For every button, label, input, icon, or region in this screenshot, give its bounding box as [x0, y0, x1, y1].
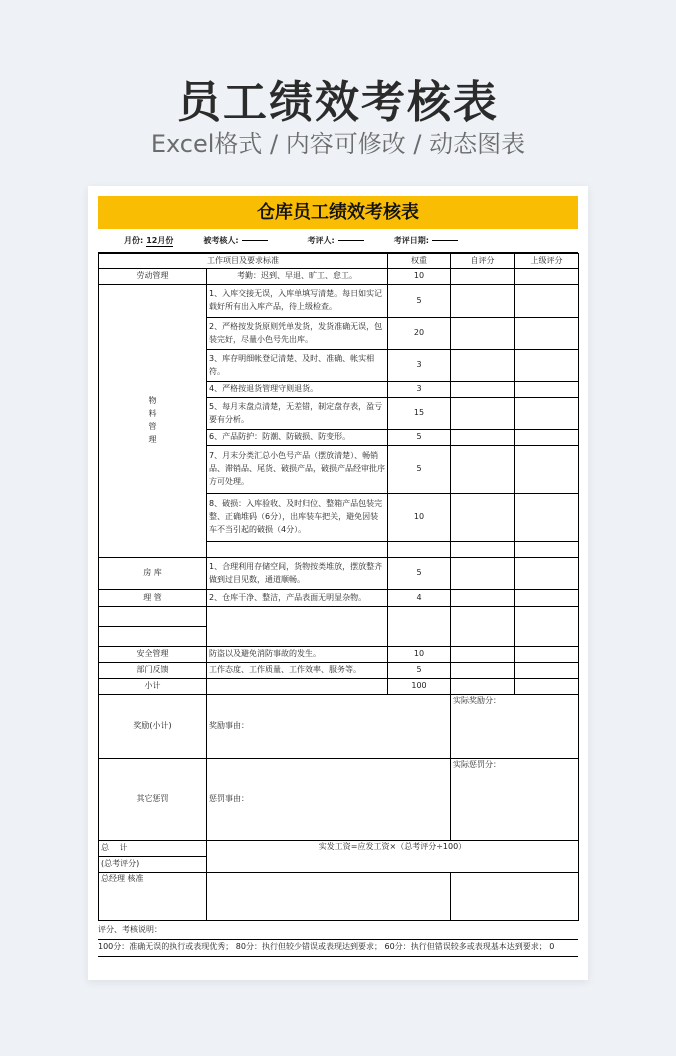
desc-cell[interactable]: [207, 607, 388, 647]
superior-score-cell[interactable]: [515, 382, 579, 398]
weight-cell: 10: [388, 494, 451, 542]
page-title: 员工绩效考核表: [177, 77, 499, 128]
desc-cell: 3、库存明细帐登记清楚、及时、准确、帐实相符。: [207, 350, 388, 382]
superior-score-cell[interactable]: [515, 318, 579, 350]
weight-cell: 3: [388, 382, 451, 398]
desc-cell: 2、严格按发货原则凭单发货，发货准确无误，包装完好，尽量小色号先出库。: [207, 318, 388, 350]
spreadsheet: [98, 196, 578, 957]
desc-cell: 8、破损：入库验收、及时归位、整箱产品包装完整、正确堆码（6分），出库装车把关，避免因装车不当引起的破损（4分）。: [207, 494, 388, 542]
desc-cell: [207, 679, 388, 695]
category-char: 管: [148, 422, 157, 431]
page-subtitle: Excel格式 / 内容可修改 / 动态图表: [150, 130, 526, 158]
approve-row: [99, 873, 579, 921]
header-row: [99, 254, 579, 269]
desc-cell: 6、产品防护：防潮、防破损、防变形。: [207, 430, 388, 446]
weight-cell: 10: [388, 269, 451, 285]
self-score-cell[interactable]: [451, 647, 515, 663]
table-row: [99, 663, 579, 679]
table-row: [99, 607, 579, 627]
table-row: [99, 558, 579, 590]
weight-cell[interactable]: [388, 607, 451, 647]
approve-signature[interactable]: [207, 873, 451, 921]
sheet-title: 仓库员工绩效考核表: [98, 196, 578, 229]
desc-cell: 1、入库交接无误，入库单填写清楚。每日如实记载好所有出入库产品，待上级检查。: [207, 285, 388, 318]
category-cell: 房 库: [99, 558, 207, 590]
superior-score-cell[interactable]: [515, 558, 579, 590]
category-char: 料: [148, 409, 157, 419]
reward-label: 奖励(小计): [99, 695, 207, 759]
superior-score-cell[interactable]: [515, 542, 579, 558]
weight-cell: 5: [388, 663, 451, 679]
meta-row: [98, 229, 578, 253]
superior-score-cell[interactable]: [515, 350, 579, 382]
superior-score-cell[interactable]: [515, 269, 579, 285]
category-material: [99, 285, 207, 558]
self-score-cell[interactable]: [451, 398, 515, 430]
self-score-cell[interactable]: [451, 350, 515, 382]
desc-cell: 4、严格按退货管理守则退货。: [207, 382, 388, 398]
subtotal-weight: 100: [388, 679, 451, 695]
examinee-field[interactable]: [242, 240, 268, 241]
superior-score-cell[interactable]: [515, 285, 579, 318]
weight-cell: 3: [388, 350, 451, 382]
notes: [98, 923, 578, 957]
superior-score-cell[interactable]: [515, 430, 579, 446]
header-item: 工作项目及要求标准: [99, 254, 388, 269]
self-score-cell[interactable]: [451, 663, 515, 679]
penalty-label: 其它惩罚: [99, 759, 207, 841]
superior-score-cell[interactable]: [515, 590, 579, 607]
self-score-cell[interactable]: [451, 607, 515, 647]
superior-score-cell[interactable]: [515, 398, 579, 430]
evaluation-table: [98, 253, 579, 921]
subtotal-label: 小计: [99, 679, 207, 695]
salary-formula: 实发工资=应发工资×（总考评分÷100）: [207, 841, 579, 873]
approve-date[interactable]: [451, 873, 579, 921]
self-score-cell[interactable]: [451, 494, 515, 542]
self-score-cell[interactable]: [451, 542, 515, 558]
subtotal-row: [99, 679, 579, 695]
notes-line: 100分：准确无误的执行或表现优秀； 80分：执行但较少错误或表现达到要求； 60分：执行但错误较多或表现基本达到要求； 0: [98, 940, 578, 957]
weight-cell: 10: [388, 647, 451, 663]
weight-cell: 4: [388, 590, 451, 607]
self-score-cell[interactable]: [451, 285, 515, 318]
desc-cell: 防盗以及避免消防事故的发生。: [207, 647, 388, 663]
category-cell[interactable]: [99, 627, 207, 647]
header-superior: 上级评分: [515, 254, 579, 269]
superior-score-cell[interactable]: [515, 679, 579, 695]
weight-cell: 5: [388, 285, 451, 318]
category-char: 理: [148, 434, 157, 444]
category-cell: 部门反馈: [99, 663, 207, 679]
notes-heading: 评分、考核说明：: [98, 923, 578, 940]
approve-label: 总经理 核准: [99, 873, 207, 921]
desc-cell: 7、月末分类汇总小色号产品（摆放清楚）、畅销品、滞销品、尾货、破损产品，破损产品经审批序方可处理。: [207, 446, 388, 494]
total-label: 总 计: [99, 841, 207, 857]
header-self: 自评分: [451, 254, 515, 269]
month-label: 月份:: [124, 236, 144, 245]
weight-cell: 5: [388, 430, 451, 446]
desc-cell: 5、每月末盘点清楚，无差错，制定盘存表，盈亏要有分析。: [207, 398, 388, 430]
superior-score-cell[interactable]: [515, 494, 579, 542]
reward-reason[interactable]: 奖励事由：: [207, 695, 451, 759]
self-score-cell[interactable]: [451, 558, 515, 590]
header-weight: 权重: [388, 254, 451, 269]
self-score-cell[interactable]: [451, 269, 515, 285]
category-char: 物: [148, 396, 157, 406]
superior-score-cell[interactable]: [515, 647, 579, 663]
reward-row: [99, 695, 579, 759]
desc-cell[interactable]: [207, 542, 388, 558]
date-label: 考评日期:: [393, 236, 429, 245]
category-cell: 安全管理: [99, 647, 207, 663]
examiner-label: 考评人:: [307, 236, 335, 245]
total-row: [99, 841, 579, 857]
category-cell: 劳动管理: [99, 269, 207, 285]
desc-cell: 1、合理利用存储空间，货物按类堆放，摆放整齐做到过目见数，通道顺畅。: [207, 558, 388, 590]
month-value[interactable]: 12月份: [146, 235, 174, 245]
self-score-cell[interactable]: [451, 590, 515, 607]
examiner-field[interactable]: [338, 240, 364, 241]
date-field[interactable]: [432, 240, 458, 241]
penalty-reason[interactable]: 惩罚事由：: [207, 759, 451, 841]
superior-score-cell[interactable]: [515, 446, 579, 494]
self-score-cell[interactable]: [451, 430, 515, 446]
table-row: [99, 647, 579, 663]
superior-score-cell[interactable]: [515, 607, 579, 647]
examinee-label: 被考核人:: [203, 236, 239, 245]
weight-cell[interactable]: [388, 542, 451, 558]
table-row: [99, 285, 579, 318]
desc-cell: 2、仓库干净、整洁，产品表面无明显杂物。: [207, 590, 388, 607]
total-score-label: (总考评分): [99, 857, 207, 873]
desc-cell: 考勤：迟到、早退、旷工、怠工。: [207, 269, 388, 285]
self-score-cell[interactable]: [451, 382, 515, 398]
self-score-cell[interactable]: [451, 446, 515, 494]
penalty-row: [99, 759, 579, 841]
self-score-cell[interactable]: [451, 318, 515, 350]
desc-cell: 工作态度、工作质量、工作效率、服务等。: [207, 663, 388, 679]
weight-cell: 5: [388, 558, 451, 590]
penalty-actual[interactable]: 实际惩罚分：: [451, 759, 579, 841]
self-score-cell[interactable]: [451, 679, 515, 695]
weight-cell: 5: [388, 446, 451, 494]
reward-actual[interactable]: 实际奖励分：: [451, 695, 579, 759]
weight-cell: 20: [388, 318, 451, 350]
superior-score-cell[interactable]: [515, 663, 579, 679]
weight-cell: 15: [388, 398, 451, 430]
category-cell: 理 管: [99, 590, 207, 607]
table-row: [99, 590, 579, 607]
table-row: [99, 269, 579, 285]
category-cell[interactable]: [99, 607, 207, 627]
